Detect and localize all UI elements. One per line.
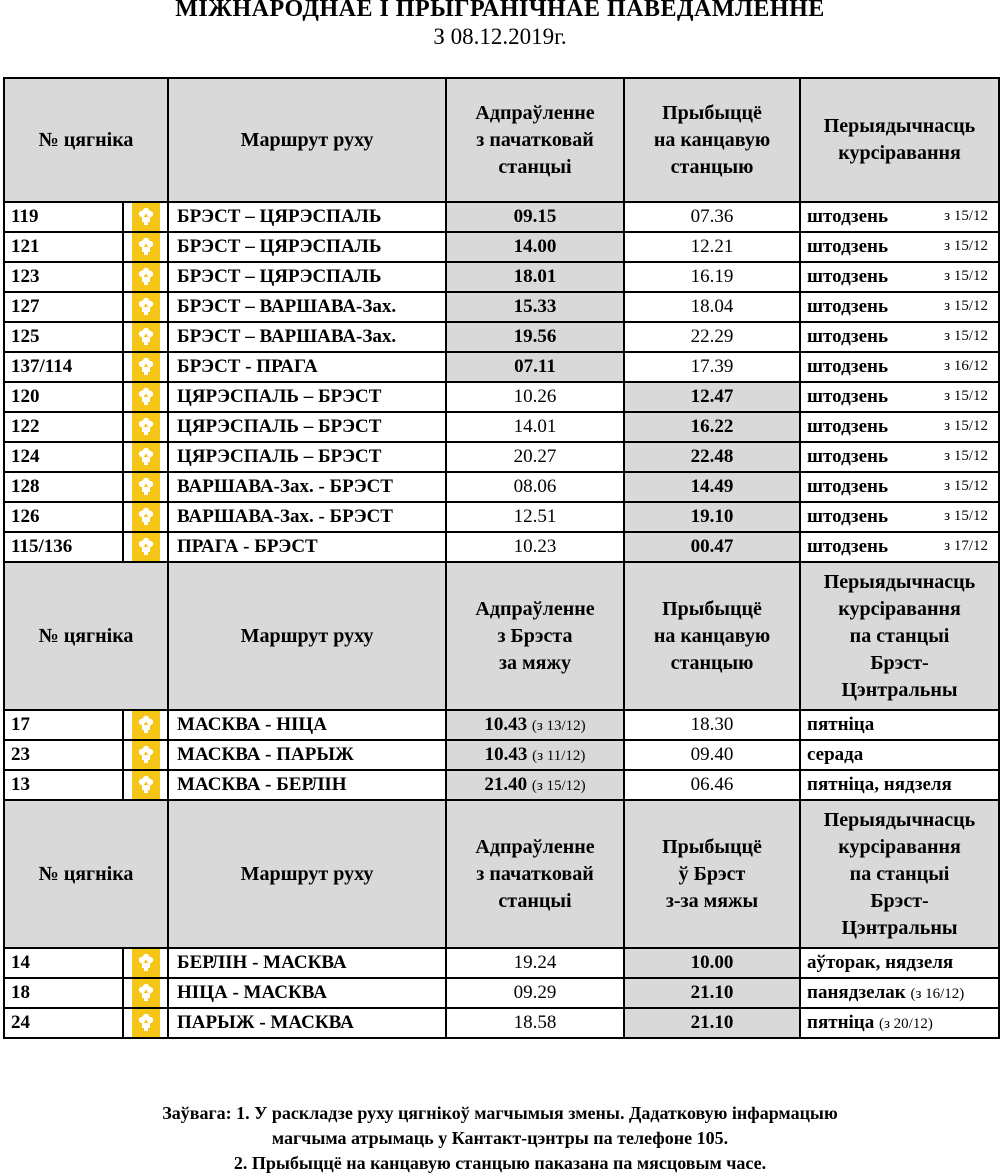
departure-time (446, 292, 624, 322)
train-number: 24 (4, 1008, 123, 1038)
periodicity-label: штодзень (807, 266, 888, 287)
route: БРЭСТ – ЦЯРЭСПАЛЬ (168, 262, 446, 292)
train-number: 126 (4, 502, 123, 532)
periodicity-note: з 15/12 (944, 478, 989, 494)
periodicity (800, 352, 999, 382)
train-number: 121 (4, 232, 123, 262)
departure-time-value: 14.00 (513, 236, 557, 257)
col-header-departure-line: Адпраўленне (475, 101, 595, 124)
periodicity (800, 442, 999, 472)
ticket-icon (132, 533, 160, 561)
icon-cell (123, 740, 168, 770)
table-row (4, 352, 999, 382)
effective-date: З 08.12.2019г. (433, 24, 567, 49)
icon-cell (123, 502, 168, 532)
train-number: 120 (4, 382, 123, 412)
table-row (4, 1008, 999, 1038)
table-row (4, 948, 999, 978)
col-header-periodicity (800, 800, 999, 948)
header-row (4, 800, 999, 948)
arrival-time: 14.49 (624, 472, 800, 502)
route: МАСКВА - БЕРЛІН (168, 770, 446, 800)
col-header-departure-line: з пачатковай (476, 862, 594, 885)
ticket-icon (132, 741, 160, 769)
ticket-icon (132, 203, 160, 231)
periodicity (800, 232, 999, 262)
table-row (4, 262, 999, 292)
departure-time (446, 232, 624, 262)
header-row (4, 562, 999, 710)
ticket-icon (132, 233, 160, 261)
col-header-route-label: Маршрут руху (240, 862, 374, 885)
table-row (4, 382, 999, 412)
departure-time-value: 10.43 (484, 714, 528, 735)
departure-time-value: 10.26 (513, 386, 557, 407)
icon-cell (123, 262, 168, 292)
col-header-periodicity-line: Брэст- (870, 889, 929, 912)
ticket-icon (132, 293, 160, 321)
col-header-arrival-line: Прыбыццё (662, 101, 762, 124)
arrival-time: 10.00 (624, 948, 800, 978)
periodicity (800, 978, 999, 1008)
periodicity (800, 740, 999, 770)
departure-time (446, 978, 624, 1008)
ticket-icon (132, 323, 160, 351)
icon-cell (123, 978, 168, 1008)
train-number: 23 (4, 740, 123, 770)
departure-time-value: 09.15 (513, 206, 557, 227)
train-number: 137/114 (4, 352, 123, 382)
icon-cell (123, 472, 168, 502)
col-header-departure-line: за мяжу (499, 651, 571, 674)
periodicity-label: штодзень (807, 416, 888, 437)
footnotes (0, 1101, 1000, 1176)
periodicity-note: з 15/12 (944, 238, 989, 254)
ticket-icon (132, 771, 160, 799)
periodicity-note: з 15/12 (944, 448, 989, 464)
periodicity-label: пятніца (807, 1012, 875, 1033)
col-header-arrival-line: станцыю (670, 155, 754, 178)
col-header-arrival-line: на канцавую (653, 128, 771, 151)
icon-cell (123, 202, 168, 232)
periodicity (800, 262, 999, 292)
arrival-time: 17.39 (624, 352, 800, 382)
arrival-time: 22.48 (624, 442, 800, 472)
periodicity-note: з 15/12 (944, 208, 989, 224)
ticket-icon (132, 979, 160, 1007)
col-header-train-number (4, 78, 168, 202)
ticket-icon (132, 503, 160, 531)
departure-time (446, 262, 624, 292)
col-header-train-number-label: № цягніка (38, 624, 134, 647)
route: ЦЯРЭСПАЛЬ – БРЭСТ (168, 442, 446, 472)
periodicity (800, 202, 999, 232)
periodicity-label: штодзень (807, 446, 888, 467)
table-row (4, 232, 999, 262)
departure-time-value: 12.51 (513, 506, 557, 527)
icon-cell (123, 1008, 168, 1038)
ticket-icon (132, 353, 160, 381)
train-number: 128 (4, 472, 123, 502)
table-row (4, 202, 999, 232)
icon-cell (123, 232, 168, 262)
periodicity (800, 710, 999, 740)
departure-time-value: 15.33 (513, 296, 557, 317)
departure-time (446, 202, 624, 232)
periodicity-note: з 15/12 (944, 268, 989, 284)
col-header-arrival-line: станцыю (670, 651, 754, 674)
col-header-periodicity-line: курсіравання (838, 835, 961, 858)
periodicity-label: штодзень (807, 206, 888, 227)
departure-time-value: 21.40 (484, 774, 528, 795)
periodicity (800, 770, 999, 800)
table-row (4, 710, 999, 740)
periodicity-label: штодзень (807, 326, 888, 347)
col-header-periodicity (800, 562, 999, 710)
departure-time-value: 20.27 (513, 446, 557, 467)
col-header-departure-line: Адпраўленне (475, 835, 595, 858)
train-number: 17 (4, 710, 123, 740)
periodicity (800, 322, 999, 352)
arrival-time: 00.47 (624, 532, 800, 562)
col-header-periodicity (800, 78, 999, 202)
route: ПАРЫЖ - МАСКВА (168, 1008, 446, 1038)
col-header-train-number-label: № цягніка (38, 862, 134, 885)
table-row (4, 412, 999, 442)
periodicity-note: (з 20/12) (879, 1016, 933, 1032)
periodicity-label: аўторак, нядзеля (807, 952, 954, 973)
departure-time (446, 770, 624, 800)
icon-cell (123, 352, 168, 382)
departure-time (446, 948, 624, 978)
ticket-icon (132, 473, 160, 501)
arrival-time: 07.36 (624, 202, 800, 232)
periodicity-label: штодзень (807, 476, 888, 497)
periodicity-note: (з 16/12) (910, 986, 965, 1002)
periodicity-label: штодзень (807, 536, 888, 557)
departure-time (446, 322, 624, 352)
departure-note: (з 13/12) (531, 718, 586, 734)
footnote-2: 2. Прыбыццё на канцавую станцыю паказана па мясцовым часе. (233, 1153, 767, 1173)
footnote-1-cont: магчыма атрымаць у Кантакт-цэнтры па телефоне 105. (271, 1128, 729, 1148)
departure-note: (з 11/12) (532, 748, 586, 764)
col-header-departure-line: з Брэста (497, 624, 573, 647)
departure-time (446, 442, 624, 472)
icon-cell (123, 412, 168, 442)
ticket-icon (132, 263, 160, 291)
table-row (4, 292, 999, 322)
table-row (4, 442, 999, 472)
route: БРЭСТ – ЦЯРЭСПАЛЬ (168, 202, 446, 232)
departure-note: (з 15/12) (531, 778, 586, 794)
col-header-train-number (4, 800, 168, 948)
col-header-route (168, 562, 446, 710)
departure-time-value: 10.23 (513, 536, 557, 557)
arrival-time: 12.21 (624, 232, 800, 262)
col-header-periodicity-line: Брэст- (870, 651, 929, 674)
arrival-time: 16.19 (624, 262, 800, 292)
periodicity-label: панядзелак (807, 982, 906, 1003)
icon-cell (123, 442, 168, 472)
route: БЕРЛІН - МАСКВА (168, 948, 446, 978)
col-header-train-number (4, 562, 168, 710)
icon-cell (123, 770, 168, 800)
icon-cell (123, 322, 168, 352)
periodicity-note: з 15/12 (944, 418, 989, 434)
departure-time-value: 08.06 (513, 476, 557, 497)
route: МАСКВА - НІЦА (168, 710, 446, 740)
icon-cell (123, 382, 168, 412)
departure-time (446, 710, 624, 740)
col-header-periodicity-line: курсіравання (838, 597, 961, 620)
departure-time (446, 472, 624, 502)
departure-time-value: 19.56 (513, 326, 557, 347)
col-header-periodicity-line: Цэнтральны (841, 916, 958, 939)
arrival-time: 16.22 (624, 412, 800, 442)
col-header-periodicity-line: па станцыі (849, 862, 950, 885)
arrival-time: 21.10 (624, 978, 800, 1008)
arrival-time: 18.30 (624, 710, 800, 740)
route: ВАРШАВА-Зах. - БРЭСТ (168, 502, 446, 532)
col-header-departure-line: станцыі (498, 155, 572, 178)
periodicity-note: з 15/12 (944, 328, 989, 344)
col-header-departure-line: з пачатковай (476, 128, 594, 151)
table-row (4, 322, 999, 352)
departure-time (446, 532, 624, 562)
departure-time (446, 382, 624, 412)
departure-time-value: 14.01 (513, 416, 557, 437)
arrival-time: 19.10 (624, 502, 800, 532)
periodicity-label: штодзень (807, 386, 888, 407)
col-header-periodicity-line: Цэнтральны (841, 678, 958, 701)
train-number: 13 (4, 770, 123, 800)
route: БРЭСТ – ВАРШАВА-Зах. (168, 292, 446, 322)
arrival-time: 21.10 (624, 1008, 800, 1038)
departure-time-value: 07.11 (514, 356, 556, 377)
departure-time (446, 740, 624, 770)
departure-time (446, 352, 624, 382)
route: ЦЯРЭСПАЛЬ – БРЭСТ (168, 382, 446, 412)
periodicity (800, 472, 999, 502)
col-header-periodicity-line: Перыядычнасць (823, 115, 976, 137)
periodicity (800, 532, 999, 562)
col-header-departure (446, 800, 624, 948)
periodicity (800, 1008, 999, 1038)
ticket-icon (132, 383, 160, 411)
ticket-icon (132, 711, 160, 739)
col-header-arrival-line: з-за мяжы (665, 889, 759, 912)
col-header-route-label: Маршрут руху (240, 624, 374, 647)
periodicity-note: з 15/12 (944, 388, 989, 404)
route: БРЭСТ - ПРАГА (168, 352, 446, 382)
col-header-route-label: Маршрут руху (240, 128, 374, 151)
header-row (4, 78, 999, 202)
table-row (4, 472, 999, 502)
departure-time (446, 412, 624, 442)
ticket-icon (132, 413, 160, 441)
col-header-departure (446, 78, 624, 202)
col-header-periodicity-line: Перыядычнасць (823, 570, 976, 593)
col-header-train-number-label: № цягніка (38, 128, 134, 151)
arrival-time: 12.47 (624, 382, 800, 412)
periodicity (800, 292, 999, 322)
ticket-icon (132, 1009, 160, 1037)
train-number: 125 (4, 322, 123, 352)
col-header-periodicity-line: Перыядычнасць (823, 808, 976, 831)
train-number: 115/136 (4, 532, 123, 562)
icon-cell (123, 532, 168, 562)
col-header-departure-line: Адпраўленне (475, 597, 595, 620)
periodicity-note: з 15/12 (944, 508, 989, 524)
departure-time-value: 18.58 (513, 1012, 557, 1033)
arrival-time: 18.04 (624, 292, 800, 322)
arrival-time: 22.29 (624, 322, 800, 352)
periodicity-label: пятніца (807, 714, 875, 735)
page-title: МІЖНАРОДНАЕ І ПРЫГРАНІЧНАЕ ПАВЕДАМЛЕННЕ (175, 0, 825, 22)
col-header-arrival-line: Прыбыццё (662, 835, 762, 858)
periodicity-note: з 15/12 (944, 298, 989, 314)
table-row (4, 740, 999, 770)
icon-cell (123, 710, 168, 740)
table-row (4, 770, 999, 800)
icon-cell (123, 292, 168, 322)
route: БРЭСТ – ЦЯРЭСПАЛЬ (168, 232, 446, 262)
train-number: 124 (4, 442, 123, 472)
periodicity-label: штодзень (807, 296, 888, 317)
arrival-time: 09.40 (624, 740, 800, 770)
col-header-arrival (624, 78, 800, 202)
route: ЦЯРЭСПАЛЬ – БРЭСТ (168, 412, 446, 442)
ticket-icon (132, 949, 160, 977)
route: ВАРШАВА-Зах. - БРЭСТ (168, 472, 446, 502)
periodicity-label: штодзень (807, 506, 888, 527)
periodicity (800, 382, 999, 412)
table-row (4, 532, 999, 562)
table-row (4, 502, 999, 532)
col-header-departure-line: станцыі (498, 889, 572, 912)
periodicity-label: штодзень (807, 236, 888, 257)
footnote-1: Заўвага: 1. У раскладзе руху цягнікоў магчымыя змены. Дадатковую інфармацыю (162, 1103, 838, 1123)
departure-time-value: 18.01 (513, 266, 557, 287)
periodicity-label: штодзень (807, 356, 888, 377)
col-header-arrival (624, 800, 800, 948)
departure-time-value: 10.43 (484, 744, 528, 765)
departure-time (446, 1008, 624, 1038)
table-row (4, 978, 999, 1008)
train-number: 123 (4, 262, 123, 292)
col-header-route (168, 800, 446, 948)
periodicity (800, 948, 999, 978)
departure-time-value: 09.29 (513, 982, 557, 1003)
periodicity (800, 412, 999, 442)
schedule-table (3, 77, 1000, 1039)
departure-time (446, 502, 624, 532)
periodicity-label: пятніца, нядзеля (807, 774, 952, 795)
train-number: 127 (4, 292, 123, 322)
periodicity (800, 502, 999, 532)
ticket-icon (132, 443, 160, 471)
train-number: 122 (4, 412, 123, 442)
train-number: 18 (4, 978, 123, 1008)
col-header-route (168, 78, 446, 202)
route: БРЭСТ – ВАРШАВА-Зах. (168, 322, 446, 352)
col-header-arrival-line: на канцавую (653, 624, 771, 647)
icon-cell (123, 948, 168, 978)
col-header-arrival-line: ў Брэст (678, 862, 746, 885)
route: МАСКВА - ПАРЫЖ (168, 740, 446, 770)
periodicity-note: з 17/12 (944, 538, 989, 554)
arrival-time: 06.46 (624, 770, 800, 800)
col-header-periodicity-line: курсіравання (838, 142, 961, 164)
col-header-arrival (624, 562, 800, 710)
train-number: 119 (4, 202, 123, 232)
periodicity-label: серада (807, 744, 864, 765)
train-number: 14 (4, 948, 123, 978)
route: НІЦА - МАСКВА (168, 978, 446, 1008)
route: ПРАГА - БРЭСТ (168, 532, 446, 562)
departure-time-value: 19.24 (513, 952, 557, 973)
col-header-arrival-line: Прыбыццё (662, 597, 762, 620)
col-header-departure (446, 562, 624, 710)
col-header-periodicity-line: па станцыі (849, 624, 950, 647)
periodicity-note: з 16/12 (944, 358, 989, 374)
